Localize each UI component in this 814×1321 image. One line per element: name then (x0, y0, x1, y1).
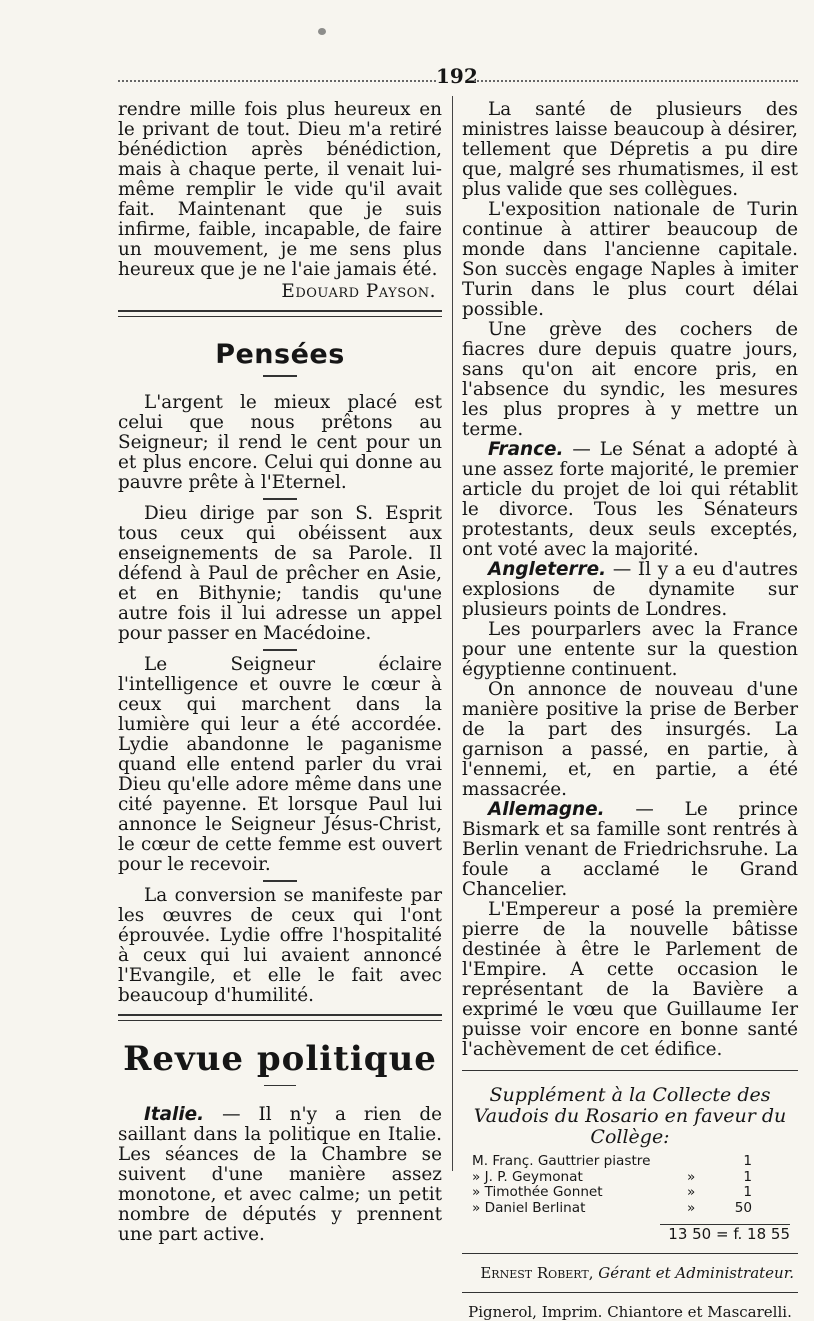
ink-speck (318, 28, 326, 35)
section-rule (118, 1014, 442, 1021)
right-column (462, 100, 798, 1321)
list-item: » J. P. Geymonat » 1 (472, 1168, 752, 1185)
payson-quote: rendre mille fois plus heureux en le privant de tout. Dieu m'a retiré bénédiction après bénédiction, mais à chaque perte, il venait lui-même remplir le vide qu'il avait fait. Maintenant que je suis infirme, faible, incapable, de faire un mouvement, je me sens plus heureux que je ne l'aie jamais été. (118, 99, 442, 280)
italie-text: — Il n'y a rien de saillant dans la politique en Italie. Les séances de la Chambre se suivent d'une manière assez monotone, et avec calme; un petit nombre de députés y prennent une part active. (118, 1104, 442, 1245)
section-rule (462, 1292, 798, 1293)
heading-double-dash (264, 1085, 296, 1089)
allemagne-paragraph (462, 800, 798, 900)
france-paragraph (462, 440, 798, 560)
separator-dash (263, 498, 297, 500)
separator-dash (263, 880, 297, 882)
signature: Edouard Payson. (281, 281, 436, 302)
page-header (118, 64, 798, 94)
header-ornament-right (474, 76, 798, 82)
rubric-italie: Italie. (144, 1104, 205, 1125)
list-item: » Daniel Berlinat » 50 (472, 1199, 752, 1216)
supplement-title: Supplément à la Collecte des Vaudois du Rosario en faveur du Collège: (473, 1084, 787, 1148)
section-rule (118, 310, 442, 317)
pensee-paragraph: La conversion se manifeste par les œuvres de ceux qui l'ont éprouvée. Lydie offre l'hospitalité à ceux qui lui avaient annoncé l'Evangile, et elle le fait avec beaucoup d'humilité. (118, 885, 442, 1006)
page-number: 192 (436, 64, 478, 88)
list-item: » Timothée Gonnet » 1 (472, 1184, 752, 1200)
rubric-allemagne: Allemagne. (488, 799, 605, 820)
left-column (118, 100, 442, 1245)
section-rule (462, 1253, 798, 1254)
news-paragraph: On annonce de nouveau d'une manière positive la prise de Berber de la part des insurgés. La garnison a passé, en partie, à l'ennemi, et, en partie, a été massacrée. (462, 679, 798, 800)
news-paragraph: L'exposition nationale de Turin continue à attirer beaucoup de monde dans l'ancienne capitale. Son succès engage Naples à imiter Turin dans le plus court délai possible. (462, 199, 798, 320)
news-paragraph: La santé de plusieurs des ministres laisse beaucoup à désirer, tellement que Dépretis a pu dire que, malgré ses rhumatismes, il est plus valide que ses collègues. (462, 99, 798, 200)
section-rule (462, 1070, 798, 1071)
rubric-france: France. (488, 439, 564, 460)
allemagne-text: — Le prince Bismark et sa famille sont rentrés à Berlin venant de Friedrichsruhe. La foule a acclamé le Grand Chancelier. (462, 799, 798, 900)
angleterre-paragraph (462, 560, 798, 620)
revue-politique-heading: Revue politique (123, 1039, 437, 1079)
pensee-paragraph: L'argent le mieux placé est celui que nous prêtons au Seigneur; il rend le cent pour un et plus encore. Celui qui donne au pauvre prête à l'Eternel. (118, 392, 442, 493)
rubric-angleterre: Angleterre. (488, 559, 607, 580)
news-paragraph: Les pourparlers avec la France pour une entente sur la question égyptienne continuent. (462, 619, 798, 680)
separator-dash (263, 649, 297, 651)
france-text: — Le Sénat a adopté à une assez forte majorité, le premier article du projet de loi qui rétablit le divorce. Tous les Sénateurs protestants, deux seuls exceptés, ont voté avec la majorité. (462, 439, 798, 560)
header-ornament-left (118, 76, 436, 82)
column-divider (452, 96, 453, 1171)
pensee-paragraph: Dieu dirige par son S. Esprit tous ceux qui obéissent aux enseignements de sa Parole. Il défend à Paul de prêcher en Asie, et en Bithynie; tandis qu'une autre fois il lui adresse un appel pour passer en Macédoine. (118, 503, 442, 644)
printer-line: Pignerol, Imprim. Chiantore et Mascarelli. (468, 1303, 792, 1321)
supplement-list (472, 1154, 798, 1216)
pensees-heading: Pensées (215, 339, 345, 370)
italie-paragraph (118, 1105, 442, 1245)
gerant-credit: Ernest Robert, Gérant et Administrateur. (480, 1264, 794, 1282)
news-paragraph: L'Empereur a posé la première pierre de la nouvelle bâtisse destinée à être le Parlement de l'Empire. A cette occasion le représentant de la Bavière a exprimé le vœu que Guillaume Ier puisse voir encore en bonne santé l'achèvement de cet édifice. (462, 899, 798, 1060)
list-item: M. Franç. Gauttrier piastre 1 (472, 1153, 752, 1169)
pensee-paragraph: Le Seigneur éclaire l'intelligence et ouvre le cœur à ceux qui marchent dans la lumière qui leur a été accordée. Lydie abandonne le paganisme quand elle entend parler du vrai Dieu qu'elle adore même dans une cité payenne. Et lorsque Paul lui annonce le Seigneur Jésus-Christ, le cœur de cette femme est ouvert pour le recevoir. (118, 654, 442, 875)
heading-dash (263, 375, 297, 377)
angleterre-text: — Il y a eu d'autres explosions de dynamite sur plusieurs points de Londres. (462, 559, 798, 620)
news-paragraph: Une grève des cochers de fiacres dure depuis quatre jours, sans qu'on ait encore pris, en l'absence du syndic, les mesures les plus propres à y mettre un terme. (462, 319, 798, 440)
supplement-total: 13 50 = f. 18 55 (462, 1224, 790, 1243)
